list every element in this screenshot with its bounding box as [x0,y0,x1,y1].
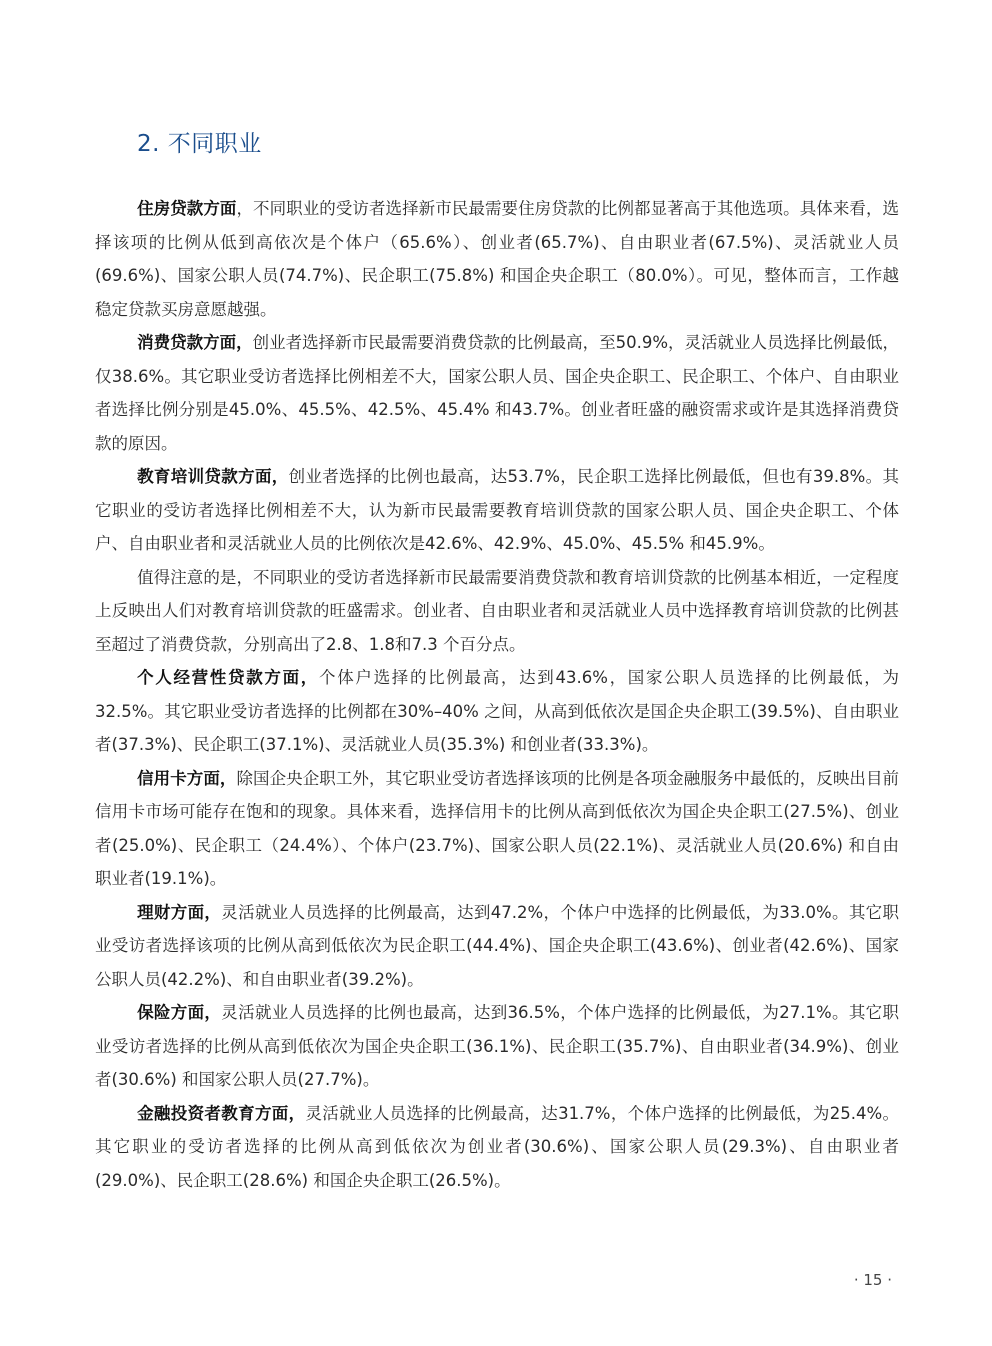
body-text [95,192,899,1197]
page-number: · 15 · [853,1271,892,1289]
paragraph-text: 除国企央企职工外，其它职业受访者选择该项的比例是各项金融服务中最低的，反映出目前信用卡市场可能存在饱和的现象。具体来看，选择信用卡的比例从高到低依次为国企央企职工(27.5%)、创业者(25.0%)、民企职工（24.4%）、个体户(23.7%)、国家公职人员(22.1%)、灵活就业人员(20.6%) 和自由职业者(19.1%)。 [95,768,900,888]
paragraph-lead: 消费贷款方面， [137,333,253,352]
paragraph-text: 灵活就业人员选择的比例也最高，达到36.5%，个体户选择的比例最低，为27.1%。其它职业受访者选择的比例从高到低依次为国企央企职工(36.1%)、民企职工(35.7%)、自由职业者(34.9%)、创业者(30.6%) 和国家公职人员(27.7%)。 [95,1003,899,1089]
paragraph-wealth-management [95,896,899,997]
paragraph-text: 灵活就业人员选择的比例最高，达到47.2%，个体户中选择的比例最低，为33.0%。其它职业受访者选择该项的比例从高到低依次为民企职工(44.4%)、国企央企职工(43.6%)、创业者(42.6%)、国家公职人员(42.2%)、和自由职业者(39.2%)。 [95,902,899,989]
paragraph-investor-education [95,1097,899,1198]
paragraph-lead: 个人经营性贷款方面， [137,668,319,687]
paragraph-lead: 保险方面， [137,1003,222,1022]
paragraph-lead: 金融投资者教育方面， [137,1103,306,1123]
paragraph-text: 创业者选择新市民最需要消费贷款的比例最高，至50.9%，灵活就业人员选择比例最低，仅38.6%。其它职业受访者选择比例相差不大，国家公职人员、国企央企职工、民企职工、个体户、自由职业者选择比例分别是45.0%、45.5%、42.5%、45.4% 和43.7%。创业者旺盛的融资需求或许是其选择消费贷款的原因。 [95,333,900,453]
paragraph-noteworthy [95,561,899,662]
paragraph-lead: 教育培训贷款方面， [137,467,289,486]
paragraph-text: 灵活就业人员选择的比例最高，达31.7%，个体户选择的比例最低，为25.4%。其它职业的受访者选择的比例从高到低依次为创业者(30.6%)、国家公职人员(29.3%)、自由职业者(29.0%)、民企职工(28.6%) 和国企央企职工(26.5%)。 [95,1103,899,1190]
paragraph-lead: 信用卡方面， [137,768,237,788]
paragraph-consumer-loan [95,326,899,460]
paragraph-education-loan [95,460,899,561]
paragraph-credit-card [95,762,899,896]
paragraph-lead: 住房贷款方面 [137,199,237,218]
paragraph-text: 创业者选择的比例也最高，达53.7%，民企职工选择比例最低，但也有39.8%。其它职业的受访者选择比例相差不大，认为新市民最需要教育培训贷款的国家公职人员、国企央企职工、个体户、自由职业者和灵活就业人员的比例依次是42.6%、42.9%、45.0%、45.5% 和45.9%。 [95,467,899,553]
paragraph-lead: 理财方面， [137,902,222,922]
paragraph-housing-loan [95,192,899,326]
paragraph-business-loan [95,661,899,762]
paragraph-text: 值得注意的是，不同职业的受访者选择新市民最需要消费贷款和教育培训贷款的比例基本相近，一定程度上反映出人们对教育培训贷款的旺盛需求。创业者、自由职业者和灵活就业人员中选择教育培训贷款的比例甚至超过了消费贷款，分别高出了2.8、1.8和7.3 个百分点。 [95,567,899,654]
paragraph-insurance [95,996,899,1097]
section-title: 2. 不同职业 [137,131,262,157]
paragraph-text: 个体户选择的比例最高，达到43.6%，国家公职人员选择的比例最低，为32.5%。其它职业受访者选择的比例都在30%–40% 之间，从高到低依次是国企央企职工(39.5%)、自由职业者(37.3%)、民企职工(37.1%)、灵活就业人员(35.3%) 和创业者(33.3%)。 [95,668,900,754]
paragraph-text: ，不同职业的受访者选择新市民最需要住房贷款的比例都显著高于其他选项。具体来看，选择该项的比例从低到高依次是个体户（65.6%）、创业者(65.7%)、自由职业者(67.5%)、灵活就业人员(69.6%)、国家公职人员(74.7%)、民企职工(75.8%) 和国企央企职工（80.0%）。可见，整体而言，工作越稳定贷款买房意愿越强。 [95,199,900,319]
